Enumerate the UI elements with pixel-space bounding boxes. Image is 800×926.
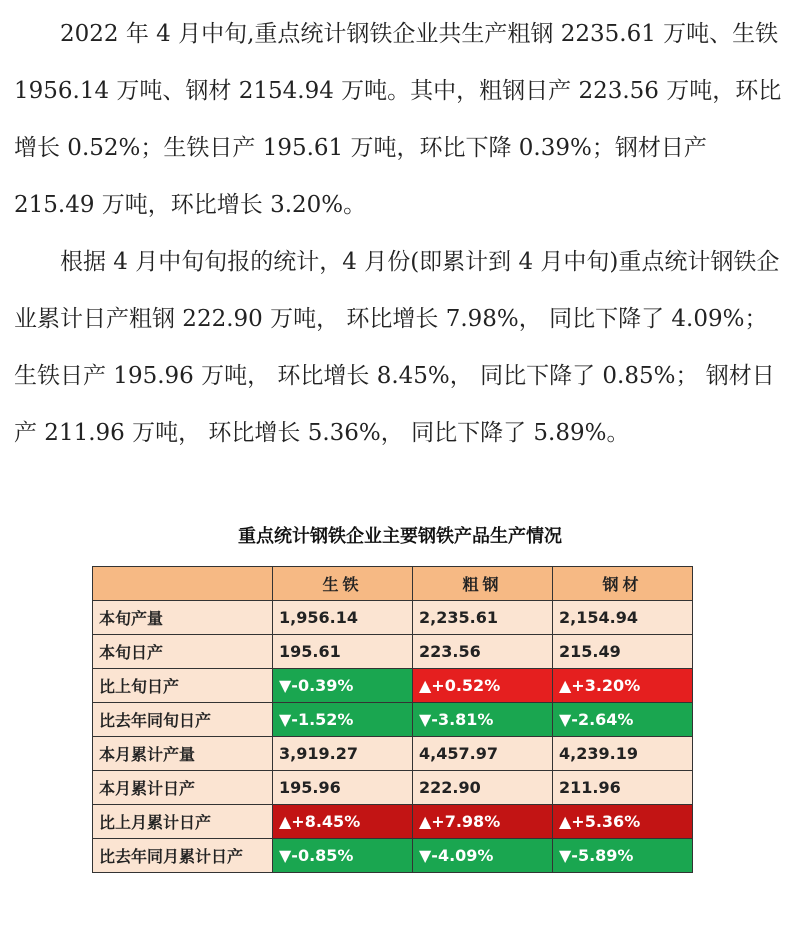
cell-steel-products: 211.96 xyxy=(553,771,693,805)
cell-steel-products: ▲+5.36% xyxy=(553,805,693,839)
table-row xyxy=(93,771,693,805)
table-title: 重点统计钢铁企业主要钢铁产品生产情况 xyxy=(238,526,562,547)
header-steel-products: 钢材 xyxy=(553,567,693,601)
table-row xyxy=(93,839,693,873)
table-row xyxy=(93,737,693,771)
row-label: 比去年同旬日产 xyxy=(93,703,273,737)
header-corner xyxy=(93,567,273,601)
row-label: 比上月累计日产 xyxy=(93,805,273,839)
table-header-row xyxy=(93,567,693,601)
cell-steel-products: ▼-5.89% xyxy=(553,839,693,873)
row-label: 本月累计日产 xyxy=(93,771,273,805)
cell-pig-iron: 195.96 xyxy=(273,771,413,805)
table-row xyxy=(93,669,693,703)
row-label: 本月累计产量 xyxy=(93,737,273,771)
row-label: 本旬产量 xyxy=(93,601,273,635)
cell-steel-products: ▼-2.64% xyxy=(553,703,693,737)
cell-steel-products: 215.49 xyxy=(553,635,693,669)
cell-crude-steel: ▲+0.52% xyxy=(413,669,553,703)
cell-pig-iron: 3,919.27 xyxy=(273,737,413,771)
cell-pig-iron: 1,956.14 xyxy=(273,601,413,635)
cell-crude-steel: 223.56 xyxy=(413,635,553,669)
cell-crude-steel: 222.90 xyxy=(413,771,553,805)
cell-pig-iron: 195.61 xyxy=(273,635,413,669)
header-crude-steel: 粗钢 xyxy=(413,567,553,601)
table-row xyxy=(93,703,693,737)
cell-crude-steel: 4,457.97 xyxy=(413,737,553,771)
paragraph-1: 2022 年 4 月中旬,重点统计钢铁企业共生产粗钢 2235.61 万吨、生铁 1956.14 万吨、钢材 2154.94 万吨。其中，粗钢日产 223.56 万吨，环比增长 0.52%；生铁日产 195.61 万吨，环比下降 0.39%；钢材日产 215.49 万吨，环比增长 3.20%。 xyxy=(14,21,782,218)
cell-pig-iron: ▲+8.45% xyxy=(273,805,413,839)
paragraph-2: 根据 4 月中旬旬报的统计，4 月份(即累计到 4 月中旬)重点统计钢铁企业累计日产粗钢 222.90 万吨， 环比增长 7.98%， 同比下降了 4.09%； 生铁日产 195.96 万吨， 环比增长 8.45%， 同比下降了 0.85%； 钢材日产 211.96 万吨， 环比增长 5.36%， 同比下降了 5.89%。 xyxy=(14,249,780,446)
cell-pig-iron: ▼-1.52% xyxy=(273,703,413,737)
row-label: 比上旬日产 xyxy=(93,669,273,703)
cell-pig-iron: ▼-0.85% xyxy=(273,839,413,873)
cell-crude-steel: ▼-4.09% xyxy=(413,839,553,873)
cell-steel-products: 2,154.94 xyxy=(553,601,693,635)
header-pig-iron: 生铁 xyxy=(273,567,413,601)
row-label: 本旬日产 xyxy=(93,635,273,669)
cell-steel-products: 4,239.19 xyxy=(553,737,693,771)
table-row xyxy=(93,805,693,839)
cell-pig-iron: ▼-0.39% xyxy=(273,669,413,703)
production-table xyxy=(92,566,693,873)
cell-crude-steel: ▲+7.98% xyxy=(413,805,553,839)
cell-crude-steel: ▼-3.81% xyxy=(413,703,553,737)
cell-crude-steel: 2,235.61 xyxy=(413,601,553,635)
cell-steel-products: ▲+3.20% xyxy=(553,669,693,703)
table-row xyxy=(93,635,693,669)
row-label: 比去年同月累计日产 xyxy=(93,839,273,873)
table-row xyxy=(93,601,693,635)
